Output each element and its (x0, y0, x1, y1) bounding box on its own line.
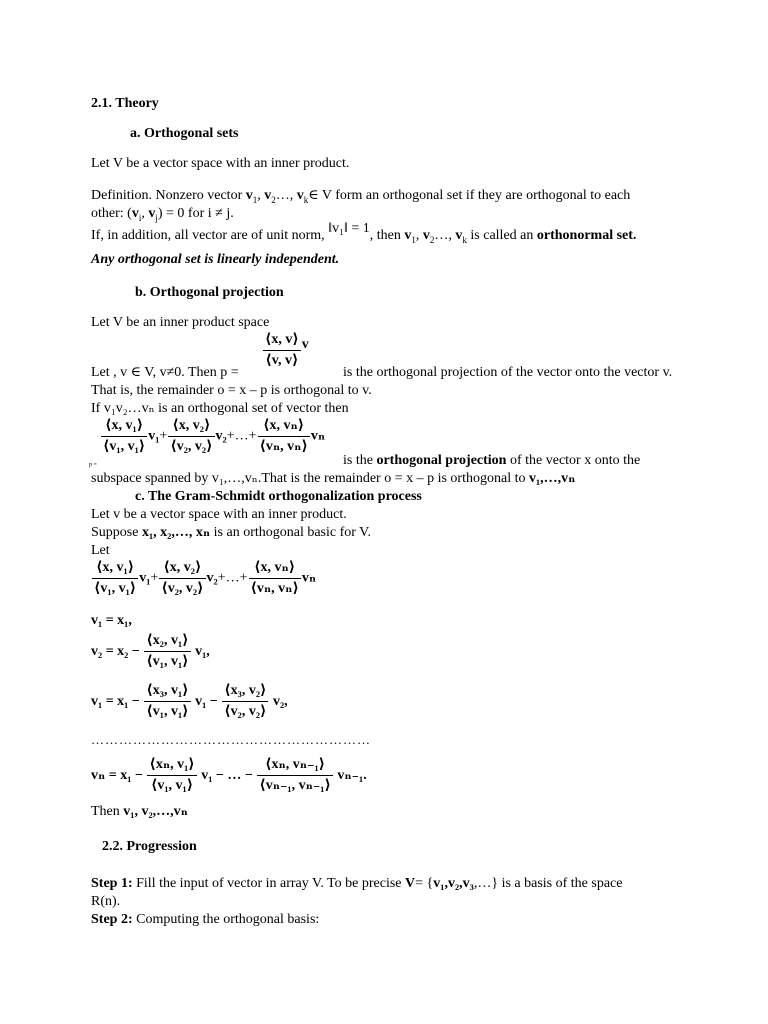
paragraph-inner-product-space: Let V be an inner product space (91, 315, 270, 330)
definition-line-1: Definition. Nonzero vector $v_1$, $v_2\dots$, $v_k\in$ V form an orthogonal set if they are orthogonal to each (91, 188, 631, 205)
linear-independence-statement: Any orthogonal set is linearly independent. (91, 252, 340, 267)
paragraph-orthogonal-set: If v₁v₂…vₙ is an orthogonal set of vector then (91, 401, 349, 416)
equation-v3: v₁ = x₁ − $\frac{\text{⟨x₃, v₁⟩}}{\text{⟨v₁, v₁⟩}}$ v₁ − $\frac{\text{⟨x₃, v₂⟩}}{\text{⟨v₂, v₂⟩}}$ v₂, (91, 683, 288, 719)
gram-schmidt-sum-formula: $\frac{\text{⟨x, v₁⟩}}{\text{⟨v₁, v₁⟩}}$ v₁+ $\frac{\text{⟨x, v₂⟩}}{\text{⟨v₂, v₂⟩}}$ v₂+…+ $\frac{\text{⟨x, vₙ⟩}}{\text{⟨vₙ, vₙ⟩}}$ vₙ (94, 560, 317, 596)
equation-v2: v₂ = x₂ − $\frac{\text{⟨x₂, v₁⟩}}{\text{⟨v₁, v₁⟩}}$ v₁, (91, 633, 210, 669)
subheading-orthogonal-sets: a. Orthogonal sets (130, 126, 239, 141)
subheading-gram-schmidt: c. The Gram-Schmidt orthogonalization process (135, 489, 422, 504)
paragraph-suppose-basis: Suppose x₁, x₂,…, xₙ is an orthogonal basic for V. (91, 525, 371, 540)
subheading-orthogonal-projection: b. Orthogonal projection (135, 285, 284, 300)
projection-description: is the orthogonal projection of the vector onto the vector v. (343, 365, 673, 380)
sum-projection-formula: $\frac{\text{⟨x, v₁⟩}}{\text{⟨v₁, v₁⟩}}$ v₁+ $\frac{\text{⟨x, v₂⟩}}{\text{⟨v₂, v₂⟩}}$ v₂+…+ $\frac{\text{⟨x, vₙ⟩}}{\text{⟨vₙ, vₙ⟩}}$ vₙ (103, 418, 326, 454)
step-1-line-2: R(n). (91, 894, 121, 909)
projection-label-p: p = (89, 462, 97, 468)
orthogonal-projection-line: is the orthogonal projection of the vector x onto the (343, 453, 641, 468)
projection-line: Let , v ∈ V, v≠0. Then p = (91, 365, 239, 380)
step-1-line: Step 1: Fill the input of vector in array V. To be precise V= {v₁,v₂,v₃,…} is a basis of the space (91, 876, 623, 891)
orthonormal-line: If, in addition, all vector are of unit norm, ‖v₁‖ = 1, then $v_1$, $v_2\dots$, $v_k$ is called an orthonormal set. (91, 221, 637, 245)
equation-vn: vₙ = x₁ − $\frac{\text{⟨xₙ, v₁⟩}}{\text{⟨v₁, v₁⟩}}$ v₁ − … − $\frac{\text{⟨xₙ, vₙ₋₁⟩}}{\text{⟨vₙ₋₁, vₙ₋₁⟩}}$ vₙ₋₁. (91, 757, 367, 793)
then-line: Then v₁, v₂,…,vₙ (91, 804, 188, 819)
section-heading-progression: 2.2. Progression (102, 839, 197, 854)
step-2-line: Step 2: Computing the orthogonal basis: (91, 912, 320, 927)
ellipsis-line: …………………………………………………… (91, 732, 371, 747)
paragraph-let: Let (91, 543, 110, 558)
equation-v1: v₁ = x₁, (91, 613, 132, 628)
projection-formula: $\frac{⟨x, v⟩}{⟨v, v⟩}$ v (265, 332, 309, 368)
section-heading-theory: 2.1. Theory (91, 96, 159, 111)
paragraph-let-v: Let v be a vector space with an inner product. (91, 507, 347, 522)
paragraph-vector-space: Let V be a vector space with an inner product. (91, 156, 350, 171)
definition-line-2: other: ($v_i$, $v_j) = 0$ for i ≠ j. (91, 206, 234, 223)
paragraph-remainder: That is, the remainder o = x – p is orthogonal to v. (91, 383, 372, 398)
subspace-line: subspace spanned by v₁,…,vₙ.That is the remainder o = x – p is orthogonal to v₁,…,vₙ (91, 471, 576, 486)
